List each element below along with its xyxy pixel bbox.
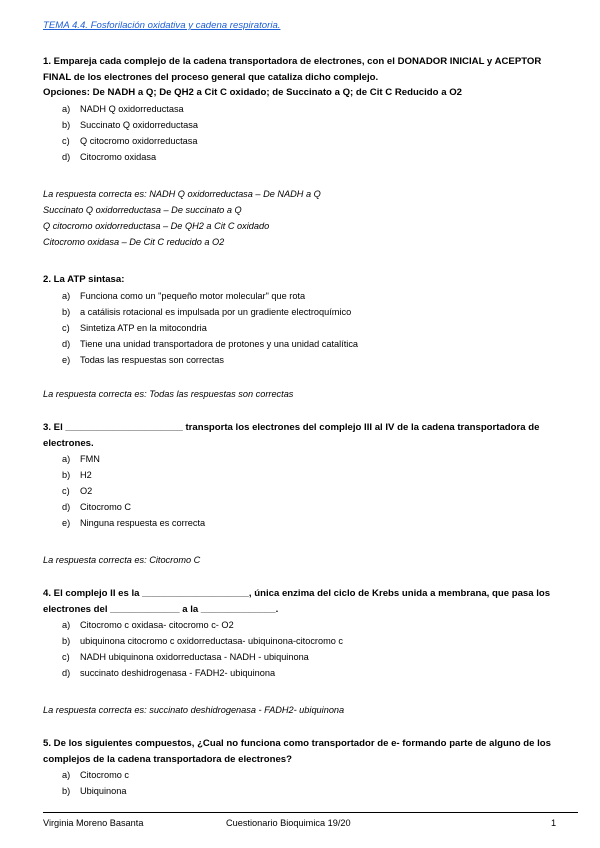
option-item: b) H2 (62, 470, 92, 480)
footer-page-number: 1 (551, 818, 557, 828)
option-item: e) Todas las respuestas son correctas (62, 354, 225, 365)
option-item: b) ubiquinona citocromo c oxidorreductasa- ubiquinona-citocromo c (62, 636, 344, 646)
footer-author: Virginia Moreno Basanta (43, 818, 144, 828)
option-item: d) Citocromo oxidasa (62, 151, 157, 162)
option-list (43, 288, 563, 368)
option-list (43, 101, 563, 165)
question-text: 4. El complejo II es la ____________________, única enzima del ciclo de Krebs unida a membrana, que pasa los electrones del _____________ a la ______________. (43, 588, 551, 615)
option-item: b) Succinato Q oxidorreductasa (62, 119, 198, 130)
answer-line: La respuesta correcta es: Todas las respuestas son correctas (43, 389, 294, 399)
option-item: d) succinato deshidrogenasa - FADH2- ubiquinona (62, 668, 276, 678)
option-item: a) Funciona como un "pequeño motor molecular" que rota (62, 290, 306, 301)
option-list (43, 451, 563, 531)
answer-line: Q citocromo oxidorreductasa – De QH2 a Cit C oxidado (43, 221, 270, 231)
option-item: c) NADH ubiquinona oxidorreductasa - NADH - ubiquinona (62, 652, 309, 662)
question-3 (43, 420, 563, 531)
question-1 (43, 54, 563, 165)
answer-line: Citocromo oxidasa – De Cit C reducido a O2 (43, 237, 225, 247)
question-text: 2. La ATP sintasa: (43, 274, 125, 285)
question-5 (43, 736, 563, 799)
option-item: d) Citocromo C (62, 502, 132, 512)
option-item: e) Ninguna respuesta es correcta (62, 518, 206, 528)
option-item: a) Citocromo c (62, 770, 130, 780)
answer-line: La respuesta correcta es: NADH Q oxidorreductasa – De NADH a Q (43, 189, 321, 199)
answer-1 (43, 186, 563, 250)
option-item: d) Tiene una unidad transportadora de protones y una unidad catalítica (62, 338, 359, 349)
document-title[interactable]: TEMA 4.4. Fosforilación oxidativa y cadena respiratoria. (43, 20, 281, 31)
option-item: a) FMN (62, 454, 100, 464)
question-text: 1. Empareja cada complejo de la cadena transportadora de electrones, con el DONADOR INICIAL y ACEPTOR FINAL de los electrones del proceso general que cataliza dicho complejo. (43, 56, 542, 83)
option-item: b) Ubiquinona (62, 786, 127, 796)
option-item: c) Q citocromo oxidorreductasa (62, 135, 198, 146)
option-item: c) O2 (62, 486, 93, 496)
answer-3 (43, 552, 563, 568)
question-4 (43, 586, 563, 681)
footer-document-name: Cuestionario Bioquimica 19/20 (226, 818, 351, 828)
option-list (43, 767, 563, 799)
question-text: 3. El ______________________ transporta los electrones del complejo III al IV de la cadena transportadora de electrones. (43, 422, 540, 449)
option-item: b) a catálisis rotacional es impulsada por un gradiente electroquímico (62, 306, 352, 317)
question-2 (43, 272, 563, 368)
option-item: c) Sintetiza ATP en la mitocondria (62, 322, 207, 333)
question-text: 5. De los siguientes compuestos, ¿Cual no funciona como transportador de e- formando parte de alguno de los complejos de la cadena transportadora de electrones? (43, 738, 552, 765)
answer-line: La respuesta correcta es: Citocromo C (43, 555, 201, 565)
footer-divider (43, 812, 578, 813)
answer-4 (43, 702, 563, 718)
option-item: a) NADH Q oxidorreductasa (62, 103, 184, 114)
question-options-line: Opciones: De NADH a Q; De QH2 a Cit C oxidado; de Succinato a Q; de Cit C Reducido a O2 (43, 87, 462, 98)
answer-line: Succinato Q oxidorreductasa – De succinato a Q (43, 205, 242, 215)
answer-line: La respuesta correcta es: succinato deshidrogenasa - FADH2- ubiquinona (43, 705, 345, 715)
option-item: a) Citocromo c oxidasa- citocromo c- O2 (62, 620, 234, 630)
answer-2 (43, 386, 563, 402)
option-list (43, 617, 563, 681)
